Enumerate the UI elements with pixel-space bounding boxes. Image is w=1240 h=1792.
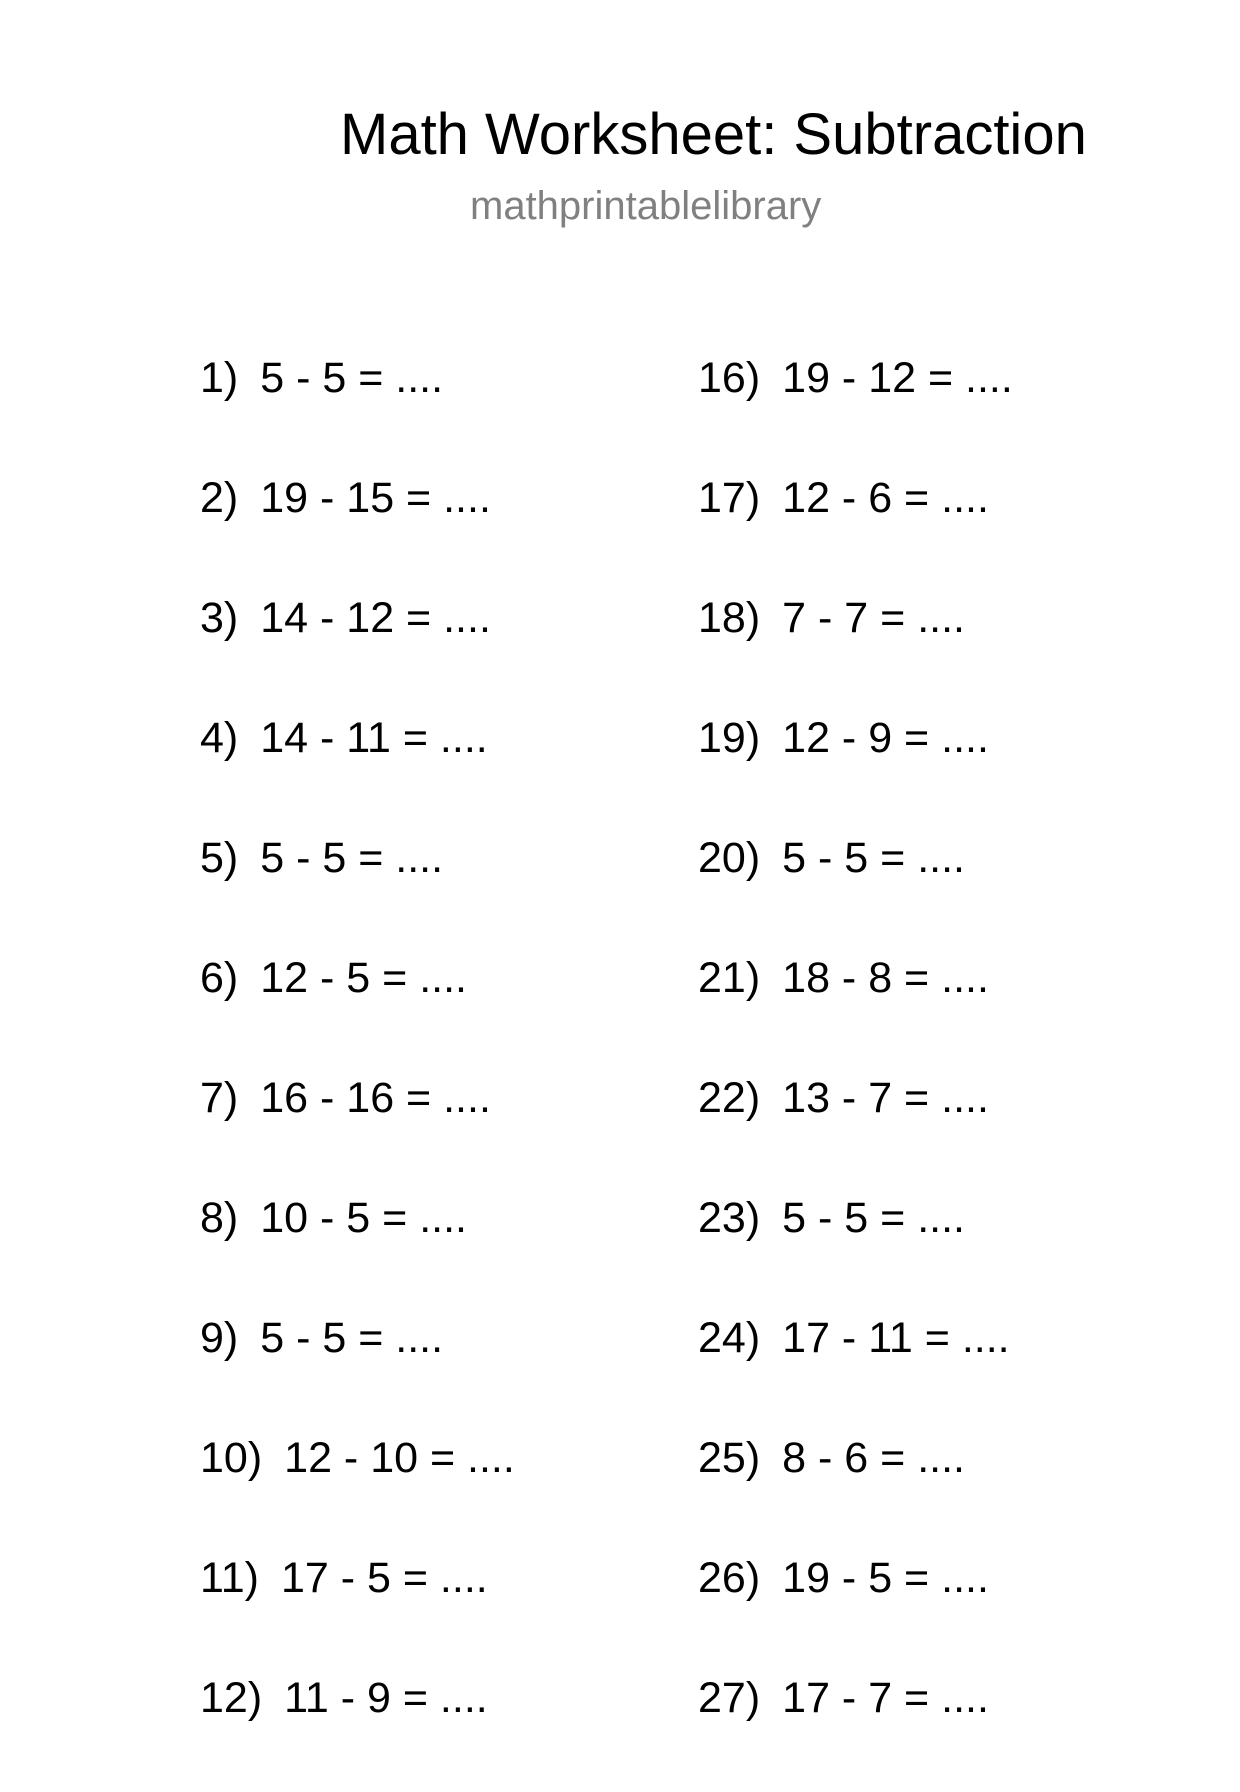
problem-item [698, 832, 1013, 952]
problem-expression: 12 - 6 = .... [782, 474, 989, 522]
problem-item [200, 832, 515, 952]
problem-expression: 12 - 9 = .... [782, 714, 989, 762]
problem-item [200, 952, 515, 1072]
problem-item [698, 1312, 1013, 1432]
problem-number: 16) [698, 354, 761, 402]
problem-item [698, 1192, 1013, 1312]
problem-item [698, 1552, 1013, 1672]
problem-number: 9) [200, 1314, 239, 1362]
problem-expression: 5 - 5 = .... [260, 1314, 444, 1362]
problem-number: 4) [200, 714, 239, 762]
problem-expression: 5 - 5 = .... [260, 834, 444, 882]
problem-item [200, 352, 515, 472]
problem-number: 3) [200, 594, 239, 642]
problem-item [200, 592, 515, 712]
problem-expression: 11 - 9 = .... [284, 1674, 488, 1722]
problem-item [698, 1072, 1013, 1192]
problem-item [698, 952, 1013, 1072]
problem-number: 24) [698, 1314, 761, 1362]
problem-number: 19) [698, 714, 761, 762]
page-title: Math Worksheet: Subtraction [340, 102, 1087, 167]
problem-expression: 10 - 5 = .... [260, 1194, 467, 1242]
problem-number: 8) [200, 1194, 239, 1242]
problem-item [698, 592, 1013, 712]
problem-number: 18) [698, 594, 761, 642]
problem-column-right [698, 352, 1013, 1792]
problem-number: 25) [698, 1434, 761, 1482]
problem-number: 27) [698, 1674, 761, 1722]
problem-expression: 5 - 5 = .... [782, 1194, 965, 1242]
problem-number: 23) [698, 1194, 761, 1242]
problem-expression: 12 - 10 = .... [284, 1434, 515, 1482]
problem-expression: 7 - 7 = .... [782, 594, 965, 642]
problem-item [200, 1072, 515, 1192]
problem-number: 21) [698, 954, 761, 1002]
problem-item [698, 1672, 1013, 1792]
problem-number: 11) [200, 1554, 259, 1602]
problem-expression: 19 - 12 = .... [782, 354, 1013, 402]
problem-number: 1) [200, 354, 239, 402]
problem-expression: 13 - 7 = .... [782, 1074, 989, 1122]
problem-item [200, 712, 515, 832]
problem-number: 26) [698, 1554, 761, 1602]
problem-expression: 17 - 7 = .... [782, 1674, 989, 1722]
problem-number: 20) [698, 834, 761, 882]
problem-item [698, 712, 1013, 832]
problem-number: 6) [200, 954, 239, 1002]
problem-item [200, 472, 515, 592]
page-subtitle: mathprintablelibrary [470, 184, 822, 228]
problem-number: 7) [200, 1074, 239, 1122]
problem-expression: 14 - 12 = .... [260, 594, 491, 642]
problem-number: 5) [200, 834, 239, 882]
problem-expression: 14 - 11 = .... [260, 714, 488, 762]
problem-expression: 17 - 5 = .... [280, 1554, 488, 1602]
problem-item [200, 1432, 515, 1552]
problem-expression: 5 - 5 = .... [782, 834, 965, 882]
problem-item [200, 1672, 515, 1792]
problem-expression: 19 - 5 = .... [782, 1554, 989, 1602]
problem-item [698, 472, 1013, 592]
problem-expression: 12 - 5 = .... [260, 954, 467, 1002]
problem-expression: 17 - 11 = .... [782, 1314, 1010, 1362]
problem-expression: 16 - 16 = .... [260, 1074, 491, 1122]
problem-item [200, 1192, 515, 1312]
problem-number: 12) [200, 1674, 263, 1722]
problem-number: 22) [698, 1074, 761, 1122]
problem-item [698, 352, 1013, 472]
problem-number: 10) [200, 1434, 263, 1482]
problem-number: 2) [200, 474, 239, 522]
problem-item [698, 1432, 1013, 1552]
problem-expression: 19 - 15 = .... [260, 474, 491, 522]
problem-column-left [200, 352, 515, 1792]
problem-number: 17) [698, 474, 761, 522]
problem-expression: 5 - 5 = .... [260, 354, 444, 402]
problem-expression: 8 - 6 = .... [782, 1434, 965, 1482]
problem-item [200, 1312, 515, 1432]
problem-item [200, 1552, 515, 1672]
problem-expression: 18 - 8 = .... [782, 954, 989, 1002]
